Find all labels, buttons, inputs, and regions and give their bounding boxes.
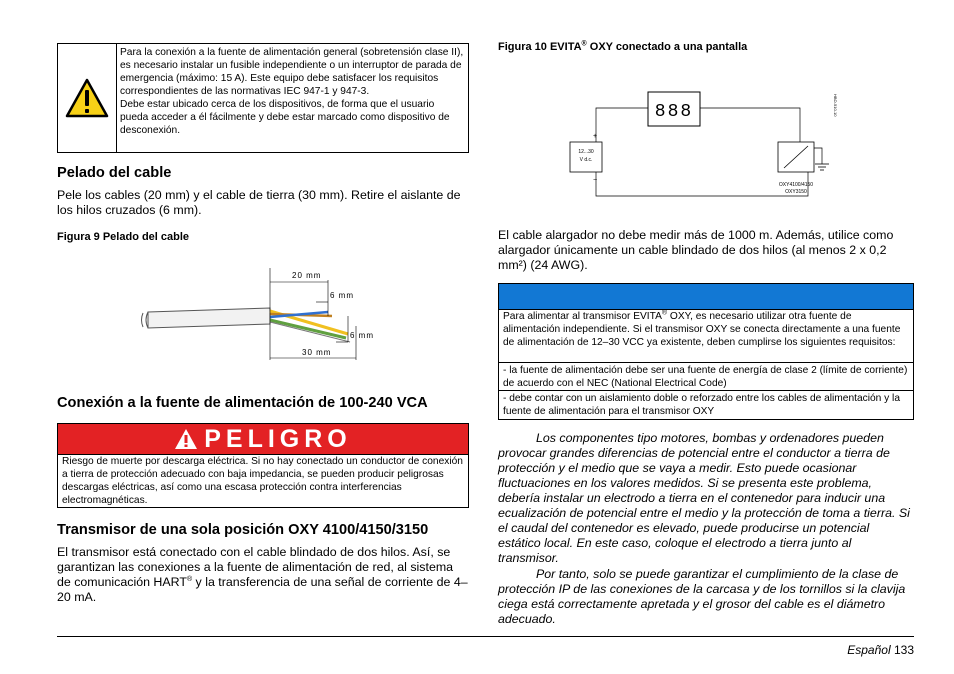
footer-rule [57, 636, 914, 637]
psu-plus: + [593, 133, 598, 140]
figure10-caption-b: OXY conectado a una pantalla [586, 41, 748, 53]
pelado-text: Pele los cables (20 mm) y el cable de tierra (30 mm). Retire el aislante de los hilos cruzados (6 mm). [57, 188, 461, 217]
note-header [499, 284, 913, 310]
note-separator-1 [499, 362, 913, 363]
transmisor-text [57, 545, 469, 605]
warning-triangle-icon [65, 78, 109, 118]
note-reg: ® [661, 309, 668, 317]
device-label-2: OXY3150 [785, 189, 807, 195]
fig9-30mm-label: 30 mm [302, 348, 332, 357]
figure9-caption: Figura 9 Pelado del cable [57, 231, 190, 243]
footer-language: Español [847, 643, 891, 657]
figure10-caption [498, 41, 747, 53]
fig9-20mm-label: 20 mm [292, 271, 322, 280]
conexion-heading: Conexión a la fuente de alimentación de 100-240 VCA [57, 395, 428, 411]
transmisor-text-a: El transmisor está conectado con el cable blindado de dos hilos. Así, se garantizan las conexiones a la fuente de alimentación de red, al sistema de comunicación HART [57, 545, 454, 589]
note-box [498, 283, 914, 420]
peligro-box [57, 423, 469, 508]
peligro-title: PELIGRO [204, 425, 352, 453]
figure10-reg: ® [581, 40, 587, 48]
note-row-1 [499, 310, 913, 349]
paragraph-ip-protection: Por tanto, solo se puede garantizar el cumplimiento de la clase de protección IP de las conexiones de la carcasa y de los tornillos si la clavija ciega está correctamente apretada y el grosor del cable es el diámetro adecuado. [498, 567, 906, 626]
fig9-6mm-label-a: 6 mm [330, 291, 354, 300]
note-row1-b: OXY, es necesario utilizar otra fuente de alimentación independiente. Si el transmisor OXY se conecta directamente a una fuente de alimentación de 12–30 VCC ya existente, deben cumplirse los siguientes requisitos: [503, 311, 901, 348]
danger-triangle-icon [174, 428, 198, 450]
paragraph-potential: Los componentes tipo motores, bombas y ordenadores pueden provocar grandes diferencias de potencial entre el conductor a tierra de protección y el medio que se vaya a medir. Esto puede ocasionar fluctuaciones en los valores medidos. Si se presenta este problema, debería instalar un electrodo a tierra en el contenedor para inducir una ecualización de potencial entre el medio y la protección de toma a tierra. Si el caudal del contenedor es elevado, puede producirse un potencial estático local. En este caso, coloque el electrodo a tierra junto al transmisor. [498, 431, 910, 565]
cable-text: El cable alargador no debe medir más de 1000 m. Además, utilice como alargador únicamente un cable blindado de dos hilos (al menos 2 x 0,2 mm²) (24 AWG). [498, 228, 894, 272]
device-label-1: OXY4100/4150 [778, 182, 814, 188]
note-row-2: - la fuente de alimentación debe ser una fuente de energía de clase 2 (límite de corriente) de acuerdo con el NEC (National Electrical Code) [503, 365, 908, 389]
figure9-cable-diagram [140, 268, 390, 368]
warning-text [120, 46, 465, 137]
psu-voltage-line2: V d.c. [579, 157, 593, 163]
transmisor-text-b: y la transferencia de una señal de corriente de 4–20 mA. [57, 575, 468, 604]
note-row-3: - debe contar con un aislamiento doble o reforzado entre los cables de alimentación y la fuente de alimentación para el transmisor OXY [503, 393, 900, 417]
transmisor-reg: ® [186, 575, 193, 583]
warning-text-line2: Debe estar ubicado cerca de los dispositivos, de forma que el usuario pueda acceder a él fácilmente y debe estar marcado como dispositivo de desconexión. [120, 99, 450, 136]
peligro-text: Riesgo de muerte por descarga eléctrica. Si no hay conectado un conductor de conexión a tierra de protección adecuado con baja impedancia, se pueden producir peligrosas descargas eléctricas, así como una escasa protección contra interferencias electromagnéticas. [62, 456, 463, 506]
peligro-header [58, 424, 468, 455]
note-row1-a: Para alimentar al transmisor EVITA [503, 311, 662, 322]
figure10-side-code: HBO-510-10 [833, 94, 838, 117]
footer-page-number: 133 [893, 643, 914, 657]
footer [847, 643, 914, 657]
psu-voltage-line1: 12...30 [578, 149, 594, 155]
figure10-caption-a: Figura 10 EVITA [498, 41, 582, 53]
pelado-heading: Pelado del cable [57, 165, 172, 181]
psu-minus: − [593, 177, 598, 184]
figure10-wiring-diagram [560, 86, 850, 206]
warning-box [57, 43, 469, 153]
note-separator-2 [499, 390, 913, 391]
fig9-6mm-label-b: 6 mm [350, 331, 374, 340]
display-readout: 888 [654, 102, 694, 122]
transmisor-heading: Transmisor de una sola posición OXY 4100/4150/3150 [57, 522, 429, 538]
warning-text-line1: Para la conexión a la fuente de alimentación general (sobretensión clase II), es necesario instalar un fusible independiente o un interruptor de parada de emergencia (máximo: 15 A). Este equipo debe satisfacer los requisitos correspondientes de las normativas IEC 947-1 y 947-3. [120, 47, 464, 97]
warning-icon-cell [58, 44, 117, 152]
